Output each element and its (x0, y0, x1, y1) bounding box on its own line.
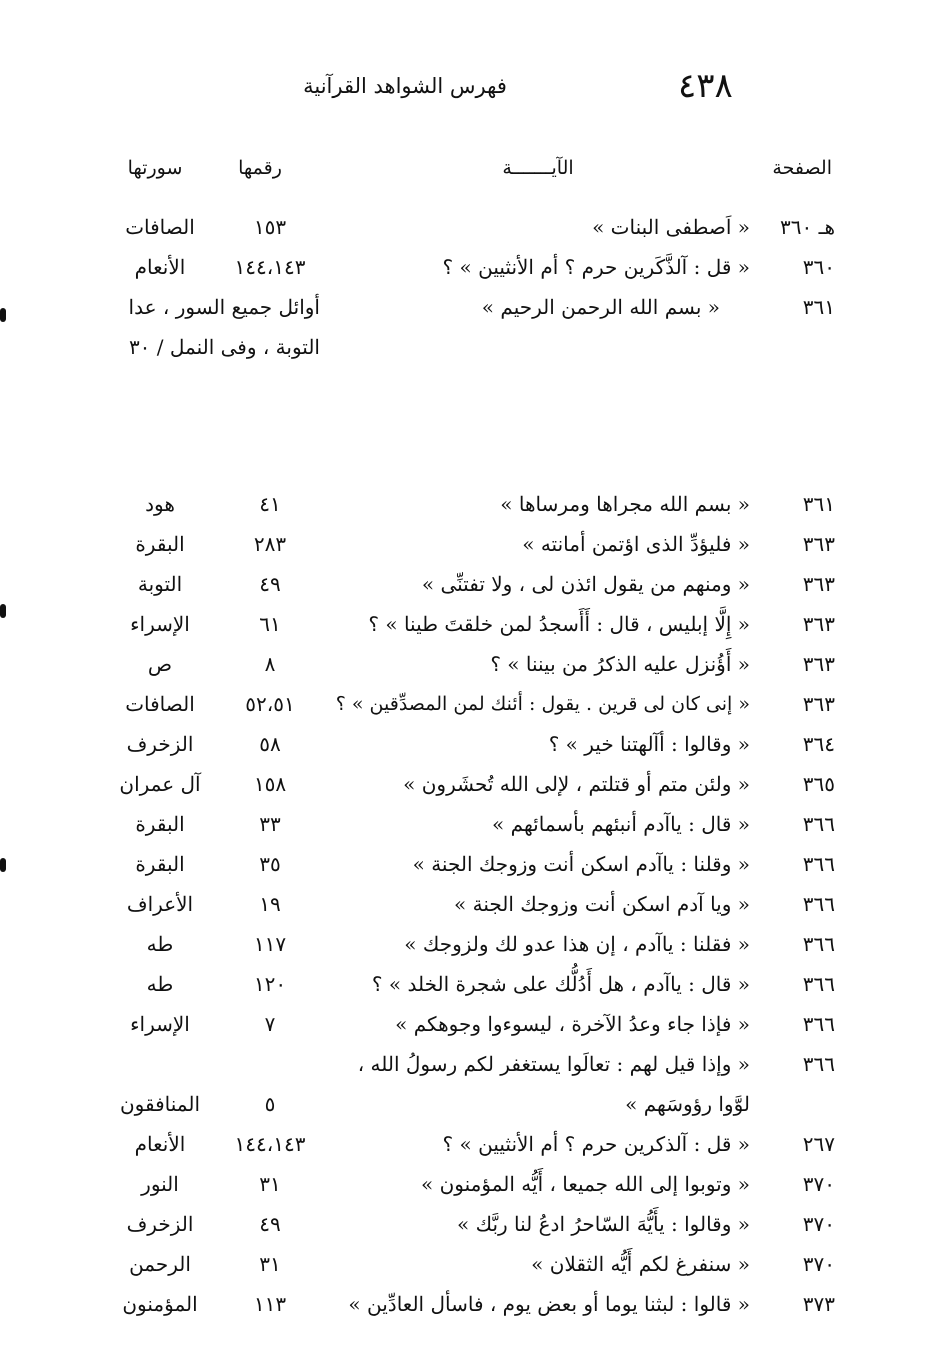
sura-name: طه (146, 932, 174, 956)
sura-name: الإسراء (130, 1012, 190, 1036)
sura-name: الرحمن (129, 1252, 191, 1276)
verse-number: ١١٣ (253, 1292, 287, 1316)
table-row (0, 924, 947, 964)
page-ref: ٣٦٦ (802, 972, 835, 996)
verse-text: « بسم الله الرحمن الرحيم » (481, 295, 720, 319)
verse-text: « وقالوا : أآلهتنا خير » ؟ (548, 732, 750, 756)
verse-text: « قل : آلذكرين حرم ؟ أم الأنثيين » ؟ (442, 1132, 750, 1156)
page-ref: ٣٦٦ (802, 812, 835, 836)
verse-text: « اَصطفى البنات » (592, 215, 750, 239)
verse-text-continued: لوَّوا رؤوسَهم » (625, 1092, 750, 1116)
page-ref: ٣٧٣ (802, 1292, 835, 1316)
table-row (0, 287, 947, 484)
verse-number: ٤١ (259, 492, 281, 516)
verse-number: ٦١ (259, 612, 281, 636)
page-ref: ٣٧٠ (802, 1172, 835, 1196)
column-header-page: الصفحة (772, 157, 832, 179)
verse-text: « قل : آلذَّكَرين حرم ؟ أم الأنثيين » ؟ (442, 255, 750, 279)
verse-text: « فليؤدِّ الذى اؤتمن أمانته » (522, 532, 750, 556)
verse-text: « ومنهم من يقول ائذن لى ، ولا تفتنِّى » (421, 572, 750, 596)
sura-name: آل عمران (119, 772, 201, 796)
sura-name: الأعراف (126, 892, 194, 916)
column-header-number: رقمها (238, 157, 282, 179)
verse-number: ١٩ (259, 892, 281, 916)
sura-name: البقرة (135, 852, 185, 876)
verse-number: ١٤٤،١٤٣ (234, 1132, 306, 1156)
verse-number: ٥ (264, 1092, 276, 1116)
verse-index-table (0, 207, 947, 1324)
page-ref: ٣٦٦ (802, 852, 835, 876)
table-row (0, 844, 947, 884)
table-row (0, 1244, 947, 1284)
table-row (0, 804, 947, 844)
page-ref: ٣٦٣ (802, 652, 835, 676)
verse-number: ١٤٤،١٤٣ (234, 255, 306, 279)
table-row (0, 484, 947, 524)
table-row (0, 604, 947, 644)
sura-name: هود (145, 492, 175, 516)
verse-text: « وتوبوا إلى الله جميعا ، أَيُّه المؤمنون » (421, 1172, 750, 1196)
sura-name: الأنعام (134, 255, 186, 279)
sura-name: البقرة (135, 532, 185, 556)
sura-name: المنافقون (119, 1092, 201, 1116)
table-row (0, 684, 947, 724)
verse-number: ٣٥ (259, 852, 281, 876)
page-number: ٤٣٨ (678, 66, 733, 106)
column-header-sura: سورتها (127, 157, 183, 179)
table-row (0, 1204, 947, 1244)
verse-text: « سنفرغ لكم أَيُّه الثقلان » (531, 1252, 750, 1276)
verse-text: « وقلنا : ياآدم اسكن أنت وزوجك الجنة » (412, 852, 750, 876)
scan-edge-mark (0, 604, 6, 618)
verse-number: ٤٩ (259, 1212, 281, 1236)
verse-text: « قالوا : لبثنا يوما أو بعض يوم ، فاسأل العادِّين » (348, 1292, 750, 1316)
sura-name: الصافات (125, 692, 195, 716)
verse-text: « إنى كان لى قرين . يقول : أئنك لمن المصدِّقين » ؟ (335, 693, 750, 715)
verse-text: « أَؤُنزل عليه الذكرُ من بيننا » ؟ (490, 652, 750, 676)
verse-text: « فقلنا : ياآدم ، إن هذا عدو لك ولزوجك » (404, 932, 750, 956)
table-row (0, 1124, 947, 1164)
page-ref: ٣٦٦ (802, 892, 835, 916)
verse-text: « قال : ياآدم ، هل أَدُلُّك على شجرة الخلد » ؟ (371, 972, 750, 996)
table-row (0, 207, 947, 247)
table-row (0, 884, 947, 924)
verse-number: ١٥٨ (253, 772, 287, 796)
verse-number: ٢٨٣ (253, 532, 287, 556)
verse-text: « وقالوا : يأَيُّهَ السّاحرُ ادعُ لنا ربَّك » (457, 1212, 750, 1236)
verse-number: ٤٩ (259, 572, 281, 596)
verse-number: ٥٢،٥١ (245, 692, 295, 716)
page-ref: ٣٦٠ (802, 255, 835, 279)
sura-name: ص (147, 652, 173, 676)
table-row (0, 564, 947, 604)
sura-name: الصافات (125, 215, 195, 239)
verse-number: ١٢٠ (253, 972, 287, 996)
verse-number: ٣١ (259, 1172, 281, 1196)
verse-number: ٨ (264, 652, 276, 676)
page-ref: ٣٦١ (802, 492, 835, 516)
page-ref: ٣٦٤ (802, 732, 835, 756)
scan-edge-mark (0, 308, 6, 322)
sura-name: التوبة (137, 572, 183, 596)
verse-text: « ويا آدم اسكن أنت وزوجك الجنة » (454, 892, 750, 916)
sura-name: أوائل جميع السور ، عدا التوبة ، وفى النمل / ٣٠ (128, 295, 320, 359)
table-row (0, 1044, 947, 1124)
page-ref: ٣٦٥ (802, 772, 835, 796)
sura-name: الزخرف (126, 732, 194, 756)
table-row (0, 964, 947, 1004)
table-row (0, 1284, 947, 1324)
verse-text: « وإذا قيل لهم : تعالَوا يستغفر لكم رسولُ الله ، (357, 1052, 750, 1076)
page-ref: ٣٧٠ (802, 1252, 835, 1276)
page-ref: ٣٦٣ (802, 692, 835, 716)
sura-name: الأنعام (134, 1132, 186, 1156)
verse-text: « إِلَّا إبليس ، قال : أَأَسجدُ لمن خلقتَ طينا » ؟ (368, 612, 750, 636)
verse-text: « ولئن متم أو قتلتم ، لإلى الله تُحشَرون » (403, 772, 750, 796)
table-row (0, 724, 947, 764)
page-ref: ٣٦٣ (802, 532, 835, 556)
verse-number: ٧ (264, 1012, 276, 1036)
running-title: فهرس الشواهد القرآنية (303, 74, 507, 98)
page-ref: ٣٦٦ (802, 1012, 835, 1036)
verse-number: ٣٣ (259, 812, 281, 836)
verse-number: ١٥٣ (253, 215, 287, 239)
verse-number: ١١٧ (253, 932, 287, 956)
sura-name: الزخرف (126, 1212, 194, 1236)
verse-number: ٣١ (259, 1252, 281, 1276)
table-row (0, 1164, 947, 1204)
table-row (0, 247, 947, 287)
page-ref: ٣٧٠ (802, 1212, 835, 1236)
page-ref: ٣٦٣ (802, 612, 835, 636)
page-ref: هـ ٣٦٠ (780, 215, 835, 239)
verse-text: « فإذا جاء وعدُ الآخرة ، ليسوءوا وجوهكم » (395, 1012, 750, 1036)
column-header-verse: الآيـــــــة (502, 157, 574, 179)
table-row (0, 1004, 947, 1044)
sura-name: المؤمنون (122, 1292, 198, 1316)
sura-name: طه (146, 972, 174, 996)
sura-name: النور (141, 1172, 179, 1196)
sura-name: الإسراء (130, 612, 190, 636)
table-row (0, 524, 947, 564)
verse-text: « قال : ياآدم أنبئهم بأسمائهم » (492, 812, 750, 836)
verse-text: « بسم الله مجراها ومرساها » (500, 492, 750, 516)
page-ref: ٣٦٦ (802, 1052, 835, 1076)
verse-number: ٥٨ (259, 732, 281, 756)
table-row (0, 644, 947, 684)
page-ref: ٢٦٧ (802, 1132, 835, 1156)
page-ref: ٣٦١ (802, 295, 835, 319)
sura-name: البقرة (135, 812, 185, 836)
page-ref: ٣٦٦ (802, 932, 835, 956)
table-row (0, 764, 947, 804)
scan-edge-mark (0, 858, 6, 872)
page-ref: ٣٦٣ (802, 572, 835, 596)
